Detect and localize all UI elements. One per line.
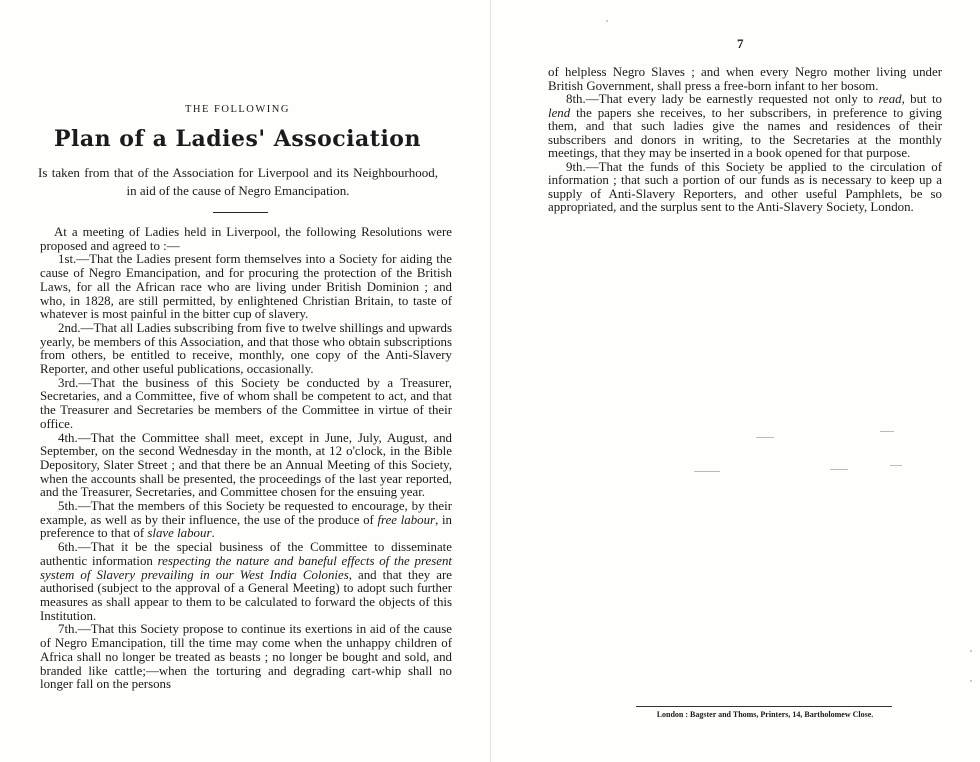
- resolution-7: 7th.—That this Society propose to continue its exertions in aid of the cause of Negro Emancipation, till the time may come when the unhappy children of Africa shall no longer be treated as beasts ; no longer be bought and sold, and branded like cattle;—when the torturing and degrading cart-whip shall no longer fall on the persons: [40, 622, 452, 692]
- scan-speck: [890, 465, 902, 466]
- scan-speck: [830, 469, 848, 470]
- resolution-4: 4th.—That the Committee shall meet, except in June, July, August, and September, on the second Wednesday in the month, at 12 o'clock, in the Bible Depository, Slater Street ; and that there be an Annual Meeting of this Society, when the accounts shall be presented, the proceedings of the last year reported, and the Treasurer, Secretaries, and Committee chosen for the ensuing year.: [40, 430, 452, 500]
- scan-speck: [606, 20, 608, 22]
- scan-speck: [970, 680, 972, 682]
- opening-cap: At: [54, 225, 67, 239]
- intro-paragraph: Is taken from that of the Association for Liverpool and its Neighbourhood, in aid of the cause of Negro Emancipation.: [38, 165, 438, 198]
- resolution-5: 5th.—That the members of this Society be requested to encourage, by their example, as well as by their influence, the use of the produce of free labour, in preference to that of slave labour.: [40, 499, 452, 541]
- heading-title: Plan of a Ladies' Association: [54, 126, 421, 152]
- scan-speck: [880, 431, 894, 432]
- resolution-1: 1st.—That the Ladies present form themselves into a Society for aiding the cause of Negro Emancipation, and for procuring the protection of the British Laws, for all the African race who are living under British Dominion ; and who, in 1828, are still permitted, by enlightened Christian Britain, to taste of whatever is most painful in the bitter cup of slavery.: [40, 252, 452, 322]
- resolution-8: 8th.—That every lady be earnestly requested not only to read, but to lend the papers she receives, to her subscribers, in preference to giving them, and that such ladies give the names and residences of their subscribers and donors in writing, to the Secretaries at the monthly meetings, that they may be inserted in a book opened for that purpose.: [548, 92, 942, 160]
- resolution-2: 2nd.—That all Ladies subscribing from five to twelve shillings and upwards yearly, be members of this Association, and that those who obtain subscriptions from others, be entitled to receive, monthly, one copy of the Anti-Slavery Reporter, and other useful publications, occasionally.: [40, 320, 452, 377]
- resolutions-left: [40, 226, 452, 692]
- scan-speck: [756, 437, 774, 438]
- divider-rule: [213, 212, 268, 213]
- heading-small: THE FOLLOWING: [185, 104, 290, 115]
- resolution-6: 6th.—That it be the special business of the Committee to disseminate authentic information respecting the nature and baneful effects of the present system of Slavery prevailing in our West India Colonies, and that they are authorised (subject to the approval of a General Meeting) to adopt such further measures as shall appear to them to be calculated to forward the objects of this Institution.: [40, 540, 453, 623]
- resolution-3: 3rd.—That the business of this Society be conducted by a Treasurer, Secretaries, and a Committee, five of whom shall be competent to act, and that the Treasurer and Secretaries be members of the Committee in virtue of their office.: [40, 375, 452, 431]
- continuation-paragraph: of helpless Negro Slaves ; and when every Negro mother living under British Government, shall press a free-born infant to her bosom.: [548, 65, 942, 93]
- opening-paragraph: [40, 226, 452, 253]
- page-number: 7: [737, 36, 744, 51]
- scan-speck: [970, 650, 972, 652]
- footer-rule: [636, 706, 892, 707]
- resolution-9: 9th.—That the funds of this Society be applied to the circulation of information ; that such a portion of our funds as is necessary to keep up a supply of Anti-Slavery Reporters, and other useful Pamphlets, be so appropriated, and the surplus sent to the Anti-Slavery Society, London.: [548, 159, 942, 214]
- resolutions-right: [548, 66, 942, 215]
- scan-speck: [694, 471, 720, 472]
- opening-text: a meeting of Ladies held in Liverpool, the following Resolutions were proposed and agreed to :—: [40, 225, 452, 253]
- printer-imprint: London : Bagster and Thoms, Printers, 14, Bartholomew Close.: [656, 710, 874, 719]
